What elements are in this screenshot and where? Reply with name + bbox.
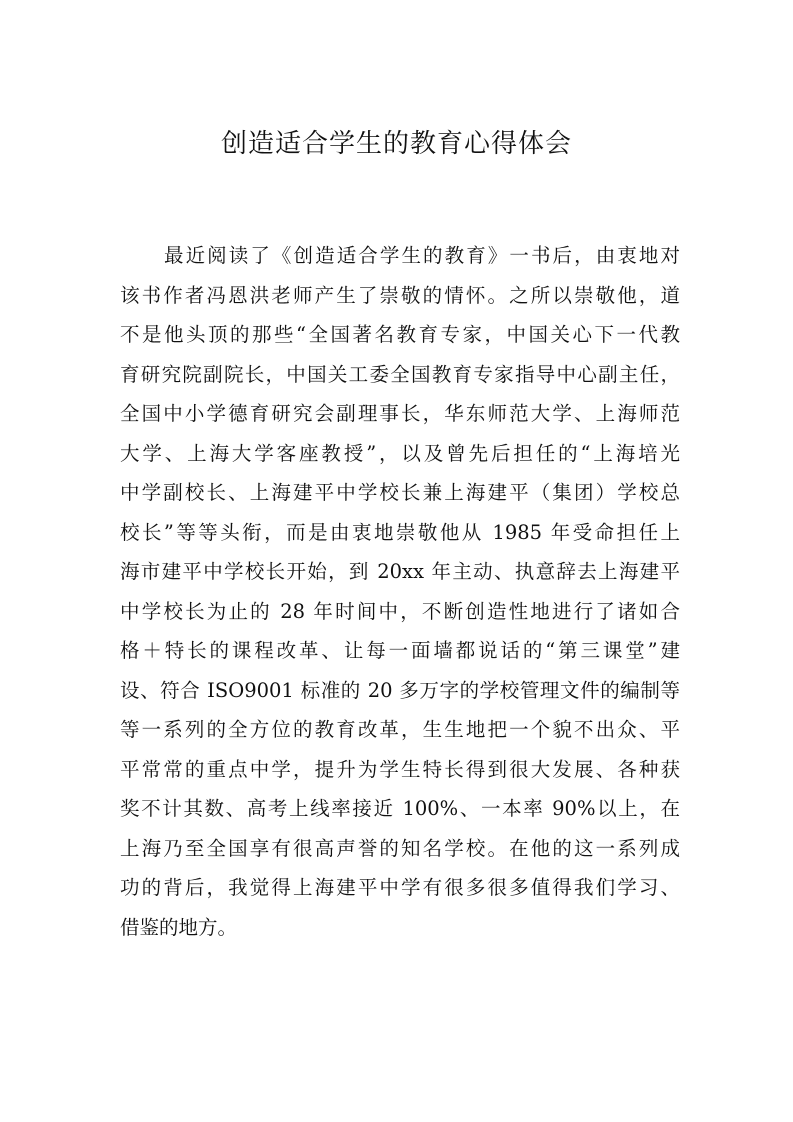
paragraph-line: 等一系列的全方位的教育改革，生生地把一个貌不出众、平	[120, 718, 680, 741]
paragraph-line: 功的背后，我觉得上海建平中学有很多很多值得我们学习、	[120, 876, 680, 899]
paragraph-line: 全国中小学德育研究会副理事长，华东师范大学、上海师范	[120, 402, 680, 425]
paragraph-line: 设、符合 ISO9001 标准的 20 多万字的学校管理文件的编制等	[120, 678, 680, 702]
paragraph-line: 平常常的重点中学，提升为学生特长得到很大发展、各种获	[120, 757, 680, 781]
paragraph-line: 大学、上海大学客座教授”，以及曾先后担任的“上海培光	[120, 441, 680, 465]
paragraph-line: 最近阅读了《创造适合学生的教育》一书后，由衷地对	[164, 244, 680, 267]
paragraph-line: 不是他头顶的那些“全国著名教育专家，中国关心下一代教	[120, 323, 680, 346]
body-paragraph	[120, 236, 680, 947]
paragraph-line: 海市建平中学校长开始，到 20xx 年主动、执意辞去上海建平	[120, 560, 680, 583]
paragraph-line: 奖不计其数、高考上线率接近 100%、一本率 90%以上，在	[120, 797, 680, 820]
paragraph-line: 该书作者冯恩洪老师产生了崇敬的情怀。之所以崇敬他，道	[120, 283, 680, 307]
paragraph-line: 上海乃至全国享有很高声誉的知名学校。在他的这一系列成	[120, 836, 680, 860]
paragraph-line: 中学副校长、上海建平中学校长兼上海建平（集团）学校总	[120, 481, 680, 504]
paragraph-line: 校长”等等头衔，而是由衷地崇敬他从 1985 年受命担任上	[120, 520, 680, 544]
paragraph-line: 格＋特长的课程改革、让每一面墙都说话的“第三课堂”建	[120, 639, 680, 662]
document-title: 创造适合学生的教育心得体会	[220, 129, 572, 159]
paragraph-line: 中学校长为止的 28 年时间中，不断创造性地进行了诸如合	[120, 599, 680, 623]
paragraph-line: 借鉴的地方。	[120, 915, 238, 939]
paragraph-line: 育研究院副院长，中国关工委全国教育专家指导中心副主任，	[120, 362, 680, 386]
